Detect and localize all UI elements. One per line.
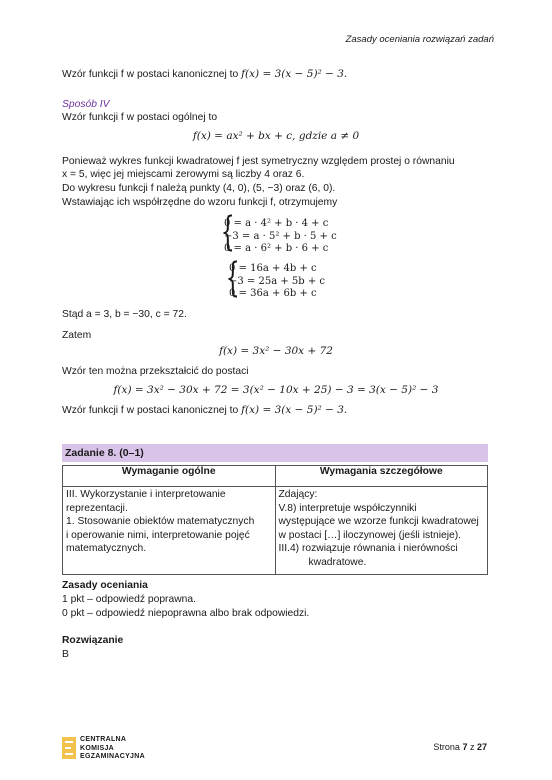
transform-text: Wzór ten można przekształcić do postaci (62, 366, 249, 377)
detailed-line: III.4) rozwiązuje równania i nierówności (278, 543, 458, 555)
general-requirement-cell (63, 487, 276, 575)
canonical-text: Wzór funkcji f w postaci kanonicznej to (62, 69, 242, 80)
canonical-final-text: Wzór funkcji f w postaci kanonicznej to (62, 405, 242, 416)
solution-answer: B (62, 649, 69, 660)
running-header: Zasady oceniania rozwiązań zadań (345, 34, 494, 45)
table-row (63, 487, 488, 575)
general-line: III. Wykorzystanie i interpretowanie (66, 489, 226, 500)
system2-eq-2: −3 = 25a + 5b + c (229, 275, 326, 287)
detailed-line: występujące we wzorze funkcji kwadratowej (278, 516, 479, 528)
requirements-table (62, 465, 488, 575)
general-line: i operowanie nimi, interpretowanie pojęć (66, 529, 250, 541)
canonical-form-line-top (62, 68, 347, 81)
system1-brace: { (220, 209, 235, 255)
cke-logo-icon (62, 737, 76, 759)
system1-eq-3: 0 = a · 6² + b · 6 + c (224, 243, 329, 255)
page-number (433, 742, 487, 752)
header-detailed: Wymagania szczegółowe (275, 466, 488, 487)
page-sep: z (467, 742, 477, 752)
logo-mark (62, 737, 76, 759)
logo-line: CENTRALNA (80, 736, 127, 743)
header-general: Wymaganie ogólne (63, 466, 276, 487)
scoring-line-2: 0 pkt – odpowiedź niepoprawna albo brak odpowiedzi. (62, 608, 310, 619)
transform-formula: f(x) = 3x² − 30x + 72 = 3(x² − 10x + 25) − 3 = 3(x − 5)² − 3 (113, 384, 439, 396)
system2-brace: { (225, 255, 240, 301)
general-form-result: f(x) = 3x² − 30x + 72 (219, 345, 333, 357)
general-line: reprezentacji. (66, 502, 128, 514)
canonical-formula: f(x) = 3(x − 5)² − 3. (241, 68, 348, 80)
logo-line: EGZAMINACYJNA (80, 753, 145, 761)
zatem-label: Zatem (62, 330, 92, 341)
table-header-row (63, 466, 488, 487)
detailed-line: kwadratowe. (308, 556, 367, 568)
system2-eq-3: 0 = 36a + 6b + c (229, 288, 317, 300)
page-prefix: Strona (433, 742, 463, 752)
symmetry-line-2: x = 5, więc jej miejscami zerowymi są liczby 4 oraz 6. (62, 169, 305, 180)
method-title: Sposób IV (62, 99, 110, 110)
system1-eq-1: 0 = a · 4² + b · 4 + c (224, 218, 329, 229)
general-line: 1. Stosowanie obiektów matematycznych (66, 516, 255, 528)
general-line: matematycznych. (66, 543, 147, 555)
task-title: Zadanie 8. (0–1) (65, 447, 144, 459)
logo-text (80, 736, 145, 762)
symmetry-line-1: Ponieważ wykres funkcji kwadratowej f jest symetryczny względem prostej o równaniu (62, 156, 455, 167)
detailed-requirement-cell (275, 487, 488, 575)
system-of-equations-1 (224, 218, 337, 256)
system1-eq-2: −3 = a · 5² + b · 5 + c (224, 230, 337, 242)
page-total: 27 (476, 742, 487, 752)
logo-line: KOMISJA (80, 744, 114, 752)
detailed-line: w postaci […] iloczynowej (jeśli istnieje). (278, 529, 462, 541)
system-of-equations-2 (229, 263, 325, 301)
canonical-form-line-final (62, 404, 347, 417)
scoring-line-1: 1 pkt – odpowiedź poprawna. (62, 594, 196, 605)
task-header-bar (62, 444, 488, 462)
general-form-text: Wzór funkcji f w postaci ogólnej to (62, 112, 218, 123)
symmetry-line-3: Do wykresu funkcji f należą punkty (4, 0), (5, −3) oraz (6, 0). (62, 183, 336, 194)
coefficients-result: Stąd a = 3, b = −30, c = 72. (62, 309, 187, 320)
general-form-formula: f(x) = ax² + bx + c, gdzie a ≠ 0 (192, 130, 360, 142)
detailed-line: V.8) interpretuje współczynniki (278, 502, 417, 514)
scoring-title: Zasady oceniania (62, 580, 148, 591)
page-current: 7 (462, 742, 468, 752)
symmetry-line-4: Wstawiając ich współrzędne do wzoru funkcji f, otrzymujemy (62, 197, 338, 208)
system2-eq-1: 0 = 16a + 4b + c (229, 263, 317, 274)
canonical-final-formula: f(x) = 3(x − 5)² − 3. (241, 404, 348, 416)
detailed-line: Zdający: (278, 489, 318, 500)
solution-title: Rozwiązanie (62, 635, 124, 646)
